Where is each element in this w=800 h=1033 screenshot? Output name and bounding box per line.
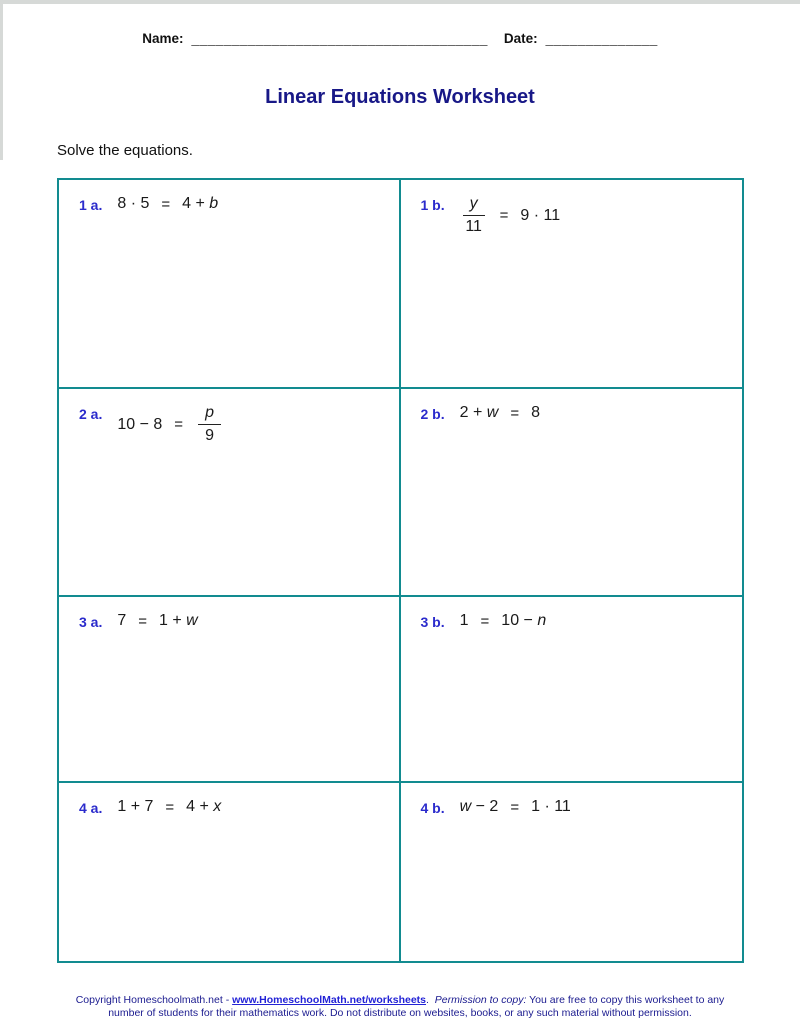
equation-variable: w bbox=[486, 404, 499, 421]
problem-label-2b: 2 b. bbox=[420, 406, 445, 422]
problem-cell-4a bbox=[59, 783, 401, 961]
problem-equation-4b bbox=[460, 798, 571, 816]
footer-text-segment: number of students for their mathematics work. Do not distribute on websites, books, or any such material without permission. bbox=[108, 1007, 692, 1019]
problem-cell-2b bbox=[401, 389, 743, 597]
equation-text: 1 + bbox=[159, 612, 187, 629]
equals-sign: = bbox=[174, 416, 184, 434]
equation-variable: w bbox=[459, 798, 472, 815]
instructions-text: Solve the equations. bbox=[57, 142, 193, 159]
footer-permission-label: Permission to copy: bbox=[434, 994, 527, 1006]
equation-text: 10 − bbox=[501, 612, 538, 629]
equation-text: 7 bbox=[117, 612, 127, 629]
equals-sign: = bbox=[510, 798, 520, 816]
equals-sign: = bbox=[480, 612, 490, 630]
fraction bbox=[198, 404, 221, 446]
equation-variable: b bbox=[209, 195, 219, 212]
equation-text: 1 bbox=[459, 612, 469, 629]
problem-equation-1b bbox=[460, 195, 561, 237]
name-label: Name: bbox=[142, 31, 184, 46]
equals-sign: = bbox=[499, 207, 509, 225]
problem-cell-1a bbox=[59, 180, 401, 389]
equation-variable: x bbox=[213, 798, 222, 815]
equation-text: 1 + 7 bbox=[117, 798, 154, 815]
footer-text-segment: You are free to copy this worksheet to any bbox=[526, 994, 725, 1006]
problem-cell-4b bbox=[401, 783, 743, 961]
equals-sign: = bbox=[165, 798, 175, 816]
footer-text-segment: . bbox=[426, 994, 435, 1006]
equals-sign: = bbox=[161, 195, 171, 213]
problem-label-1a: 1 a. bbox=[79, 197, 103, 213]
problem-cell-3b bbox=[401, 597, 743, 783]
problems-table bbox=[57, 178, 744, 963]
equation-text: 8 · 5 bbox=[117, 195, 150, 212]
fraction-denominator bbox=[465, 216, 482, 236]
name-blank-line: _____________________________________ bbox=[191, 31, 488, 46]
footer-text-segment: Copyright Homeschoolmath.net - bbox=[75, 994, 233, 1006]
problem-equation-1a bbox=[117, 195, 218, 213]
name-date-row bbox=[0, 31, 800, 46]
equation-text: 9 bbox=[205, 427, 214, 445]
equation-text: 2 + bbox=[459, 404, 487, 421]
fraction-numerator bbox=[463, 195, 485, 216]
equation-text: 9 · 11 bbox=[520, 206, 561, 224]
equation-text: 8 bbox=[531, 404, 540, 421]
equation-text: 11 bbox=[465, 218, 482, 236]
window-edge-left bbox=[0, 0, 3, 160]
equation-variable: p bbox=[205, 404, 214, 421]
fraction-numerator bbox=[198, 404, 221, 425]
page-title: Linear Equations Worksheet bbox=[265, 86, 535, 108]
problem-equation-4a bbox=[117, 798, 221, 816]
fraction-denominator bbox=[205, 425, 214, 445]
footer-copyright bbox=[0, 994, 800, 1020]
equation-variable: y bbox=[469, 195, 478, 212]
problem-label-2a: 2 a. bbox=[79, 406, 103, 422]
equation-variable: w bbox=[186, 612, 198, 629]
problem-cell-2a bbox=[59, 389, 401, 597]
equals-sign: = bbox=[138, 612, 148, 630]
date-blank-line: ______________ bbox=[545, 31, 658, 46]
problem-label-4a: 4 a. bbox=[79, 800, 103, 816]
problem-cell-3a bbox=[59, 597, 401, 783]
equation-text: 4 + bbox=[186, 798, 214, 815]
problem-equation-2b bbox=[460, 404, 540, 422]
equation-text: 4 + bbox=[182, 195, 210, 212]
problem-label-4b: 4 b. bbox=[420, 800, 445, 816]
problem-equation-2a bbox=[117, 404, 224, 446]
fraction bbox=[463, 195, 485, 237]
problem-cell-1b bbox=[401, 180, 743, 389]
equation-variable: n bbox=[537, 612, 547, 629]
problem-label-3b: 3 b. bbox=[420, 614, 445, 630]
problem-label-1b: 1 b. bbox=[420, 197, 445, 213]
equals-sign: = bbox=[510, 404, 520, 422]
equation-text: 1 · 11 bbox=[531, 798, 571, 815]
problem-equation-3b bbox=[460, 612, 547, 630]
window-edge-top bbox=[0, 0, 800, 4]
date-label: Date: bbox=[503, 31, 538, 46]
equation-text: 10 − 8 bbox=[117, 415, 163, 433]
equation-text: − 2 bbox=[471, 798, 499, 815]
problem-equation-3a bbox=[117, 612, 197, 630]
footer-worksheets-link[interactable]: www.HomeschoolMath.net/worksheets bbox=[232, 994, 427, 1006]
problem-label-3a: 3 a. bbox=[79, 614, 103, 630]
